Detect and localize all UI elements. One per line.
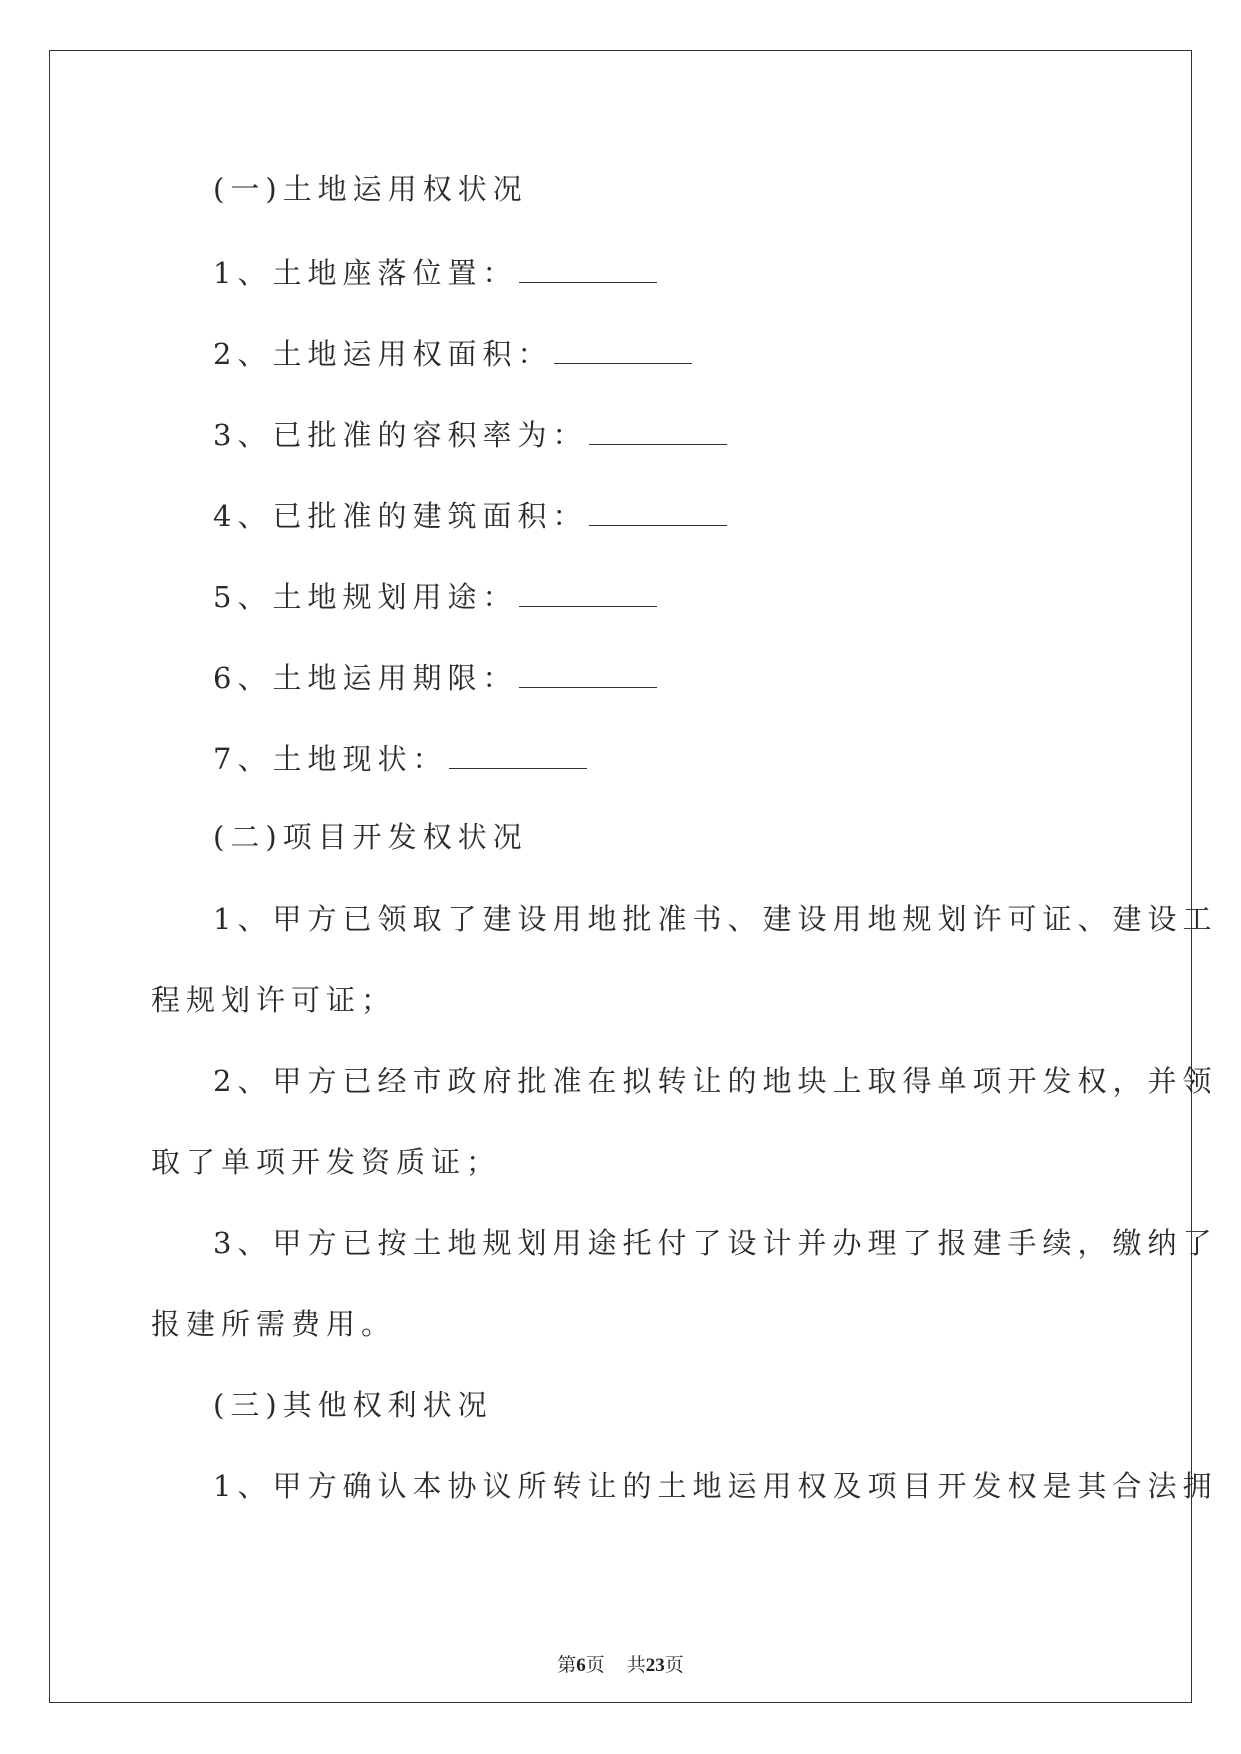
section-heading-2: (二)项目开发权状况 bbox=[213, 820, 528, 854]
field-label: 7、土地现状： bbox=[213, 742, 448, 776]
field-label: 5、土地规划用途： bbox=[213, 580, 518, 614]
field-use-term bbox=[213, 661, 657, 693]
paragraph-line: 程规划许可证； bbox=[151, 983, 397, 1017]
field-land-use bbox=[213, 580, 657, 612]
total-pages: 23 bbox=[645, 1655, 665, 1676]
field-land-location bbox=[213, 256, 657, 288]
blank-line bbox=[449, 742, 587, 769]
paragraph-line: 3、甲方已按土地规划用途托付了设计并办理了报建手续，缴纳了 bbox=[213, 1226, 1218, 1260]
section-heading-1: (一)土地运用权状况 bbox=[213, 172, 528, 206]
blank-line bbox=[589, 418, 727, 445]
total-prefix: 共 bbox=[626, 1655, 646, 1676]
field-label: 6、土地运用期限： bbox=[213, 661, 518, 695]
paragraph-line: 1、甲方确认本协议所转让的土地运用权及项目开发权是其合法拥 bbox=[213, 1469, 1218, 1503]
field-label: 1、土地座落位置： bbox=[213, 256, 518, 290]
page-suffix: 页 bbox=[585, 1655, 605, 1676]
page-prefix: 第 bbox=[557, 1655, 577, 1676]
field-land-area bbox=[213, 337, 692, 369]
field-plot-ratio bbox=[213, 418, 727, 450]
page-footer bbox=[0, 1650, 1241, 1677]
paragraph-line: 1、甲方已领取了建设用地批准书、建设用地规划许可证、建设工 bbox=[213, 902, 1218, 936]
total-suffix: 页 bbox=[664, 1655, 684, 1676]
field-land-status bbox=[213, 742, 587, 774]
blank-line bbox=[554, 337, 692, 364]
field-label: 2、土地运用权面积： bbox=[213, 337, 553, 371]
field-label: 4、已批准的建筑面积： bbox=[213, 499, 588, 533]
blank-line bbox=[519, 256, 657, 283]
page-border bbox=[49, 50, 1192, 1703]
paragraph-line: 2、甲方已经市政府批准在拟转让的地块上取得单项开发权，并领 bbox=[213, 1064, 1218, 1098]
field-building-area bbox=[213, 499, 727, 531]
blank-line bbox=[589, 499, 727, 526]
blank-line bbox=[519, 661, 657, 688]
paragraph-line: 报建所需费用。 bbox=[151, 1307, 397, 1341]
section-heading-3: (三)其他权利状况 bbox=[213, 1388, 493, 1422]
blank-line bbox=[519, 580, 657, 607]
page-number: 6 bbox=[576, 1655, 586, 1676]
field-label: 3、已批准的容积率为： bbox=[213, 418, 588, 452]
paragraph-line: 取了单项开发资质证； bbox=[151, 1145, 502, 1179]
